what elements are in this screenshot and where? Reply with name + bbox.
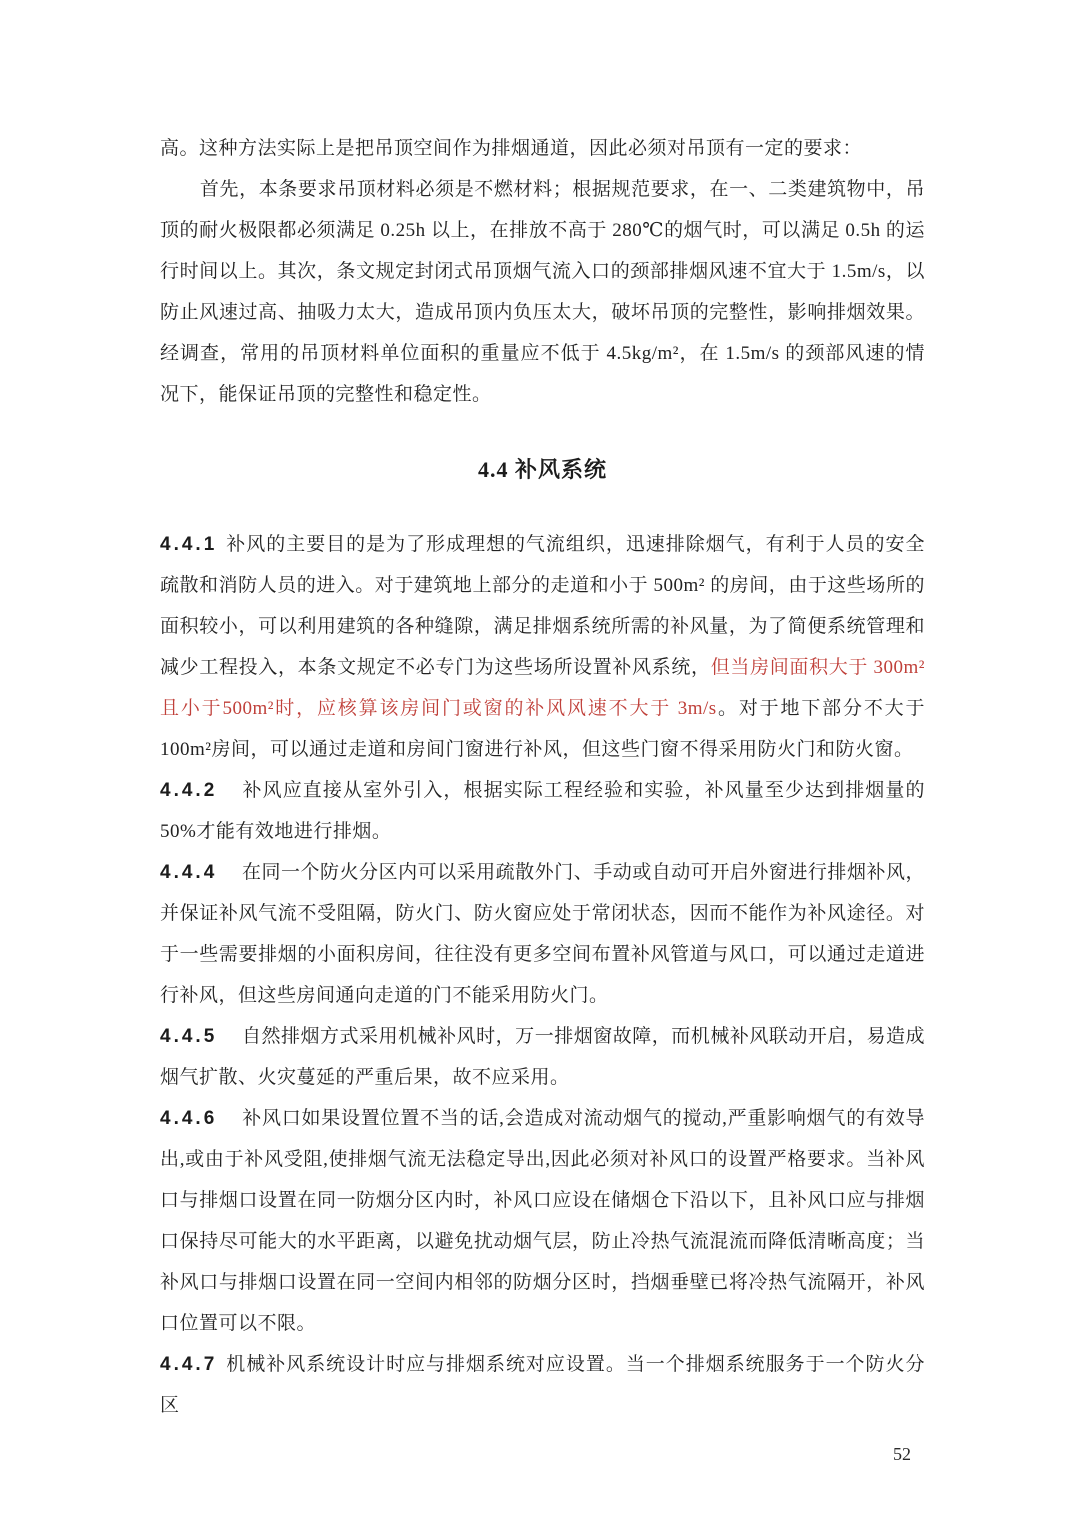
clause-4-4-4-number: 4.4.4 (160, 862, 218, 883)
clause-4-4-6-number: 4.4.6 (160, 1108, 218, 1129)
clause-4-4-6-text: 补风口如果设置位置不当的话,会造成对流动烟气的搅动,严重影响烟气的有效导出,或由于补风受阻,使排烟气流无法稳定导出,因此必须对补风口的设置严格要求。当补风口与排烟口设置在同一防烟分区内时，补风口应设在储烟仓下沿以下，且补风口应与排烟口保持尽可能大的水平距离，以避免扰动烟气层，防止冷热气流混流而降低清晰高度；当补风口与排烟口设置在同一空间内相邻的防烟分区时，挡烟垂壁已将冷热气流隔开，补风口位置可以不限。 (160, 1108, 925, 1334)
clause-4-4-4 (160, 852, 925, 1016)
clause-4-4-7 (160, 1344, 925, 1426)
clause-4-4-6 (160, 1098, 925, 1344)
clause-4-4-4-text: 在同一个防火分区内可以采用疏散外门、手动或自动可开启外窗进行排烟补风，并保证补风气流不受阻隔，防火门、防火窗应处于常闭状态，因而不能作为补风途径。对于一些需要排烟的小面积房间，往往没有更多空间布置补风管道与风口，可以通过走道进行补风，但这些房间通向走道的门不能采用防火门。 (160, 862, 925, 1006)
clause-4-4-1-highlighted-text: 但当房间面积大于 300m² 且小于500m²时，应核算该房间门或窗的补风风速不大于 3m/s (160, 657, 925, 719)
section-heading: 4.4 补风系统 (477, 457, 607, 482)
clause-4-4-1-text-before-highlight: 补风的主要目的是为了形成理想的气流组织，迅速排除烟气，有利于人员的安全疏散和消防人员的进入。对于建筑地上部分的走道和小于 500m² 的房间，由于这些场所的面积较小，可以利用建筑的各种缝隙，满足排烟系统所需的补风量，为了简便系统管理和减少工程投入，本条文规定不必专门为这些场所设置补风系统， (160, 534, 925, 678)
page-number: 52 (893, 1444, 911, 1464)
clause-4-4-1-text-after-highlight: 。对于地下部分不大于 100m²房间，可以通过走道和房间门窗进行补风，但这些门窗不得采用防火门和防火窗。 (160, 698, 925, 760)
paragraph-continuation: 高。这种方法实际上是把吊顶空间作为排烟通道，因此必须对吊顶有一定的要求： (160, 138, 863, 159)
clause-4-4-7-text: 机械补风系统设计时应与排烟系统对应设置。当一个排烟系统服务于一个防火分区 (160, 1354, 925, 1416)
clause-4-4-2-number: 4.4.2 (160, 780, 218, 801)
clause-4-4-1 (160, 524, 925, 770)
clause-4-4-5-number: 4.4.5 (160, 1026, 218, 1047)
clause-4-4-5 (160, 1016, 925, 1098)
clause-4-4-2-text: 补风应直接从室外引入，根据实际工程经验和实验，补风量至少达到排烟量的 50%才能有效地进行排烟。 (160, 780, 925, 842)
clause-4-4-5-text: 自然排烟方式采用机械补风时，万一排烟窗故障，而机械补风联动开启，易造成烟气扩散、火灾蔓延的严重后果，故不应采用。 (160, 1026, 925, 1088)
clause-4-4-7-number: 4.4.7 (160, 1354, 218, 1375)
clause-4-4-2 (160, 770, 925, 852)
paragraph-intro: 首先，本条要求吊顶材料必须是不燃材料；根据规范要求，在一、二类建筑物中，吊顶的耐火极限都必须满足 0.25h 以上，在排放不高于 280℃的烟气时，可以满足 0.5h 的运行时间以上。其次，条文规定封闭式吊顶烟气流入口的颈部排烟风速不宜大于 1.5m/s，以防止风速过高、抽吸力太大，造成吊顶内负压太大，破坏吊顶的完整性，影响排烟效果。经调查，常用的吊顶材料单位面积的重量应不低于 4.5kg/m²，在 1.5m/s 的颈部风速的情况下，能保证吊顶的完整性和稳定性。 (160, 179, 925, 405)
clause-4-4-1-number: 4.4.1 (160, 534, 218, 555)
